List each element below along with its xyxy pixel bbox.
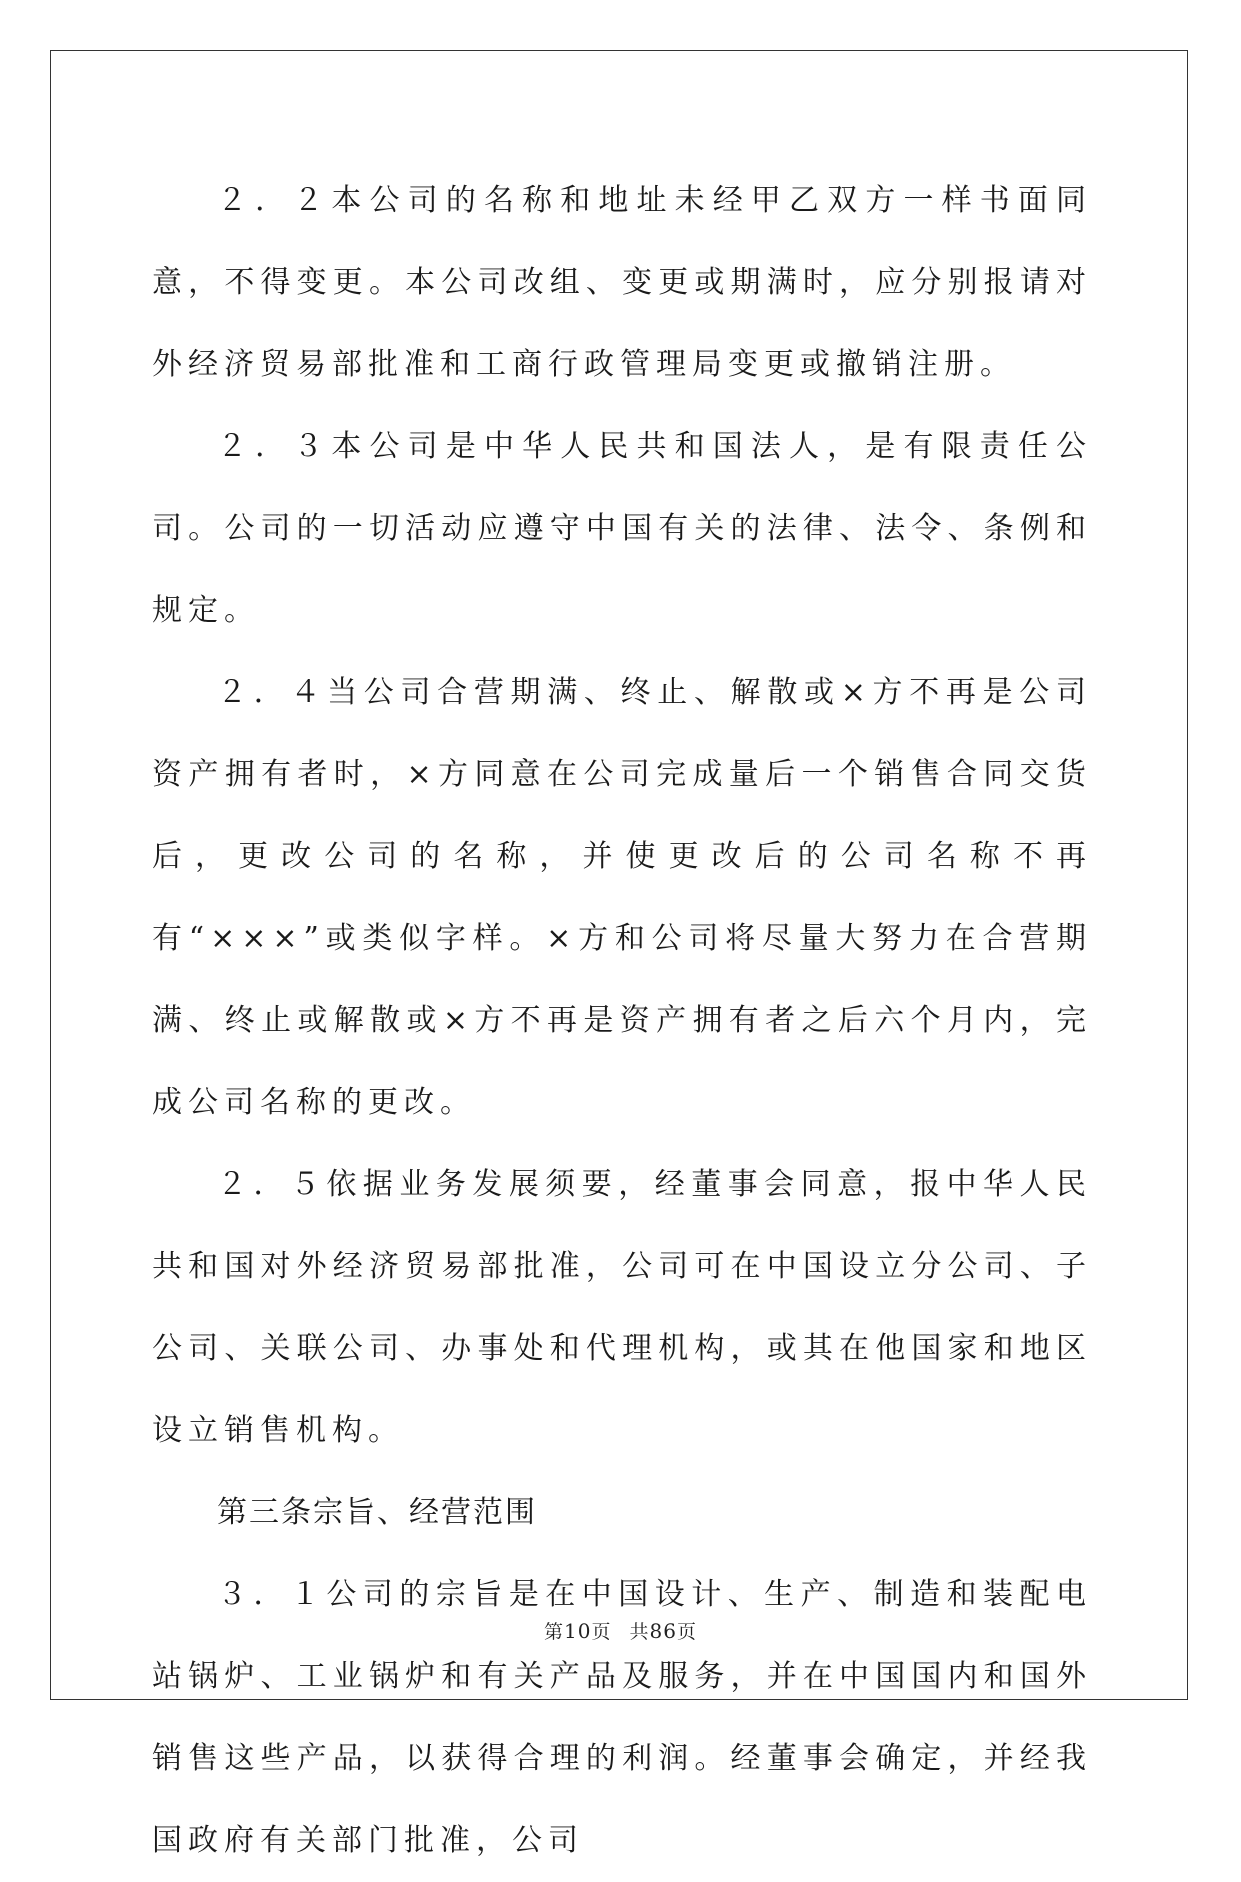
paragraph-2-2: ２．２本公司的名称和地址未经甲乙双方一样书面同意，不得变更。本公司改组、变更或期满时，应分别报请对外经济贸易部批准和工商行政管理局变更或撤销注册。 — [152, 183, 1092, 382]
section-heading: 第三条宗旨、经营范围 — [217, 1495, 537, 1530]
page-suffix: 页 — [591, 1621, 612, 1643]
paragraph-2-5: ２．５依据业务发展须要，经董事会同意，报中华人民共和国对外经济贸易部批准，公司可在中国设立分公司、子公司、关联公司、办事处和代理机构，或其在他国家和地区设立销售机构。 — [152, 1167, 1092, 1448]
page-number: 10 — [564, 1619, 592, 1643]
page-footer — [0, 1617, 1241, 1644]
paragraph-3-1: ３．１公司的宗旨是在中国设计、生产、制造和装配电站锅炉、工业锅炉和有关产品及服务，并在中国国内和国外销售这些产品，以获得合理的利润。经董事会确定，并经我国政府有关部门批准，公司 — [152, 1577, 1092, 1858]
paragraph-2-4: ２．４当公司合营期满、终止、解散或×方不再是公司资产拥有者时，×方同意在公司完成量后一个销售合同交货后，更改公司的名称，并使更改后的公司名称不再有“×××”或类似字样。×方和公司将尽量大努力在合营期满、终止或解散或×方不再是资产拥有者之后六个月内，完成公司名称的更改。 — [152, 675, 1092, 1120]
total-suffix: 页 — [676, 1621, 697, 1643]
total-prefix: 共 — [629, 1621, 650, 1643]
total-pages: 86 — [649, 1619, 677, 1643]
page-prefix: 第 — [544, 1621, 565, 1643]
paragraph-2-3: ２．３本公司是中华人民共和国法人，是有限责任公司。公司的一切活动应遵守中国有关的法律、法令、条例和规定。 — [152, 429, 1092, 628]
